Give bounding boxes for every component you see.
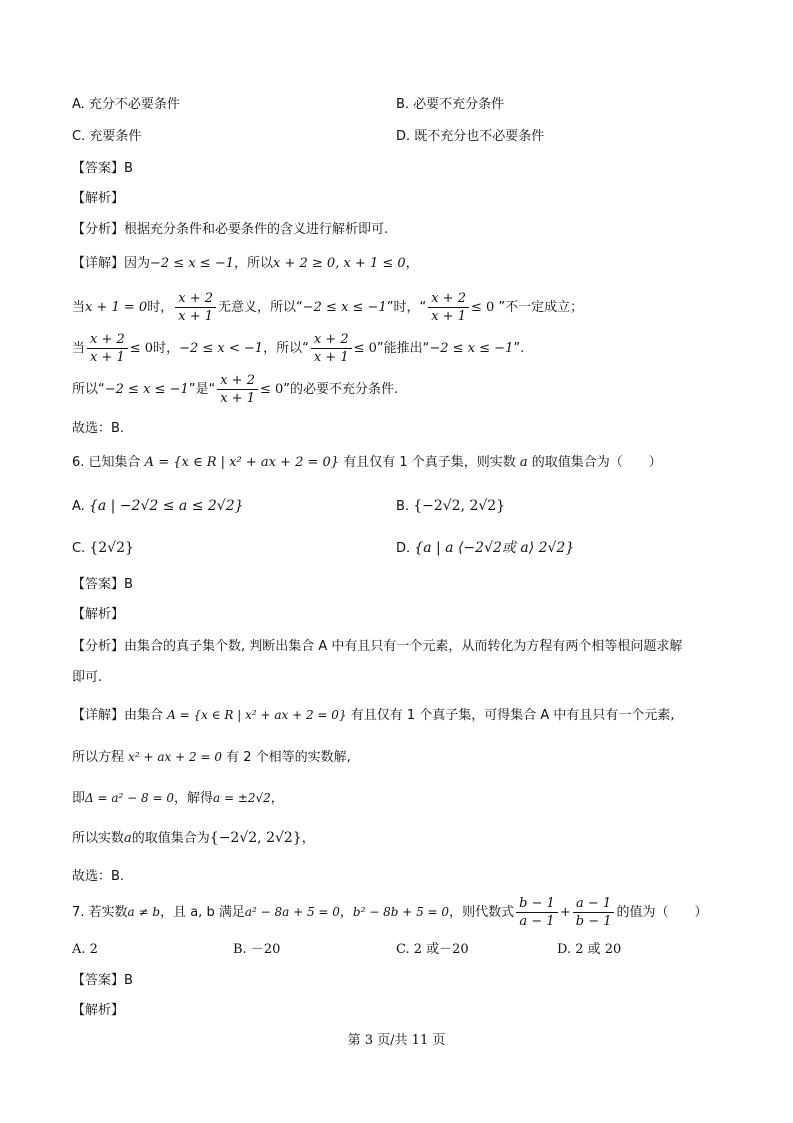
q5-l3-le: ≤ 0: [129, 341, 154, 356]
q7-answer: 【答案】B: [72, 973, 133, 988]
q5-l3-a: 当: [72, 341, 86, 356]
q7-option-d: D. 2 或 20: [557, 942, 622, 957]
q5-choice-c: C. 充要条件: [72, 129, 142, 144]
q6-stem-set: A = {x ∈ R | x² + ax + 2 = 0}: [144, 455, 340, 470]
q5-l2-b: 时，: [147, 300, 174, 315]
q5-choice-d: D. 既不充分也不必要条件: [396, 129, 545, 144]
q6-opt-b-label: B.: [396, 499, 410, 514]
q6-option-b: [396, 497, 505, 516]
q5-fraction: [87, 332, 128, 365]
q5-l4-le: ≤ 0: [259, 382, 284, 397]
q6-stem: [72, 454, 662, 472]
q5-detail-ineq2: x + 2 ≥ 0, x + 1 ≤ 0: [273, 256, 406, 271]
q7-stem-c: ，: [339, 905, 353, 920]
q5-analysis-label: 【解析】: [72, 191, 125, 206]
q6-stem-var: a: [519, 455, 528, 470]
q6-stem-b: 有且仅有 1 个真子集，则实数: [339, 455, 520, 470]
q5-fraction: [217, 373, 258, 406]
q6-detail-set: A = {x ∈ R | x² + ax + 2 = 0}: [167, 708, 347, 722]
q5-line4: [72, 372, 398, 408]
fraction-denominator: x + 1: [431, 309, 466, 324]
q6-delta-a: 即: [72, 791, 86, 806]
q5-l3-b: 时，: [153, 341, 180, 356]
q5-l4-m1: −2 ≤ x ≤ −1: [104, 382, 189, 397]
q5-l3-le2: ≤ 0: [353, 341, 377, 356]
q6-delta-m: Δ = a² − 8 = 0: [85, 791, 174, 805]
q5-l2-m1: x + 1 = 0: [85, 300, 148, 315]
q7-stem-a: 7. 若实数: [72, 905, 128, 920]
q5-choice-a: A. 充分不必要条件: [72, 97, 180, 112]
fraction-denominator: x + 1: [220, 391, 255, 406]
q6-opt-c-label: C.: [72, 541, 86, 556]
fraction-numerator: b − 1: [516, 896, 558, 913]
q5-l2-d: ”时，“: [386, 300, 427, 315]
q5-l3-e: ”.: [513, 341, 525, 356]
q5-l2-c: 无意义，所以“: [218, 300, 303, 315]
q7-plus: +: [559, 905, 571, 920]
fraction-numerator: x + 2: [311, 332, 352, 349]
q6-equation: [72, 748, 351, 767]
q6-detail-b: 有且仅有 1 个真子集，可得集合 A 中有且只有一个元素,: [346, 708, 675, 723]
q6-stem-c: 的取值集合为（ ）: [527, 455, 662, 470]
fraction-numerator: x + 2: [428, 291, 469, 308]
q6-eq-m: x² + ax + 2 = 0: [128, 750, 222, 764]
q6-option-a: [72, 497, 244, 516]
q5-l4-c: ”的必要不充分条件.: [283, 382, 399, 397]
fraction-denominator: x + 1: [178, 309, 213, 324]
q6-set-b: 的取值集合为: [131, 831, 210, 846]
q5-l3-m1: −2 ≤ x < −1: [179, 341, 264, 356]
q6-answer: 【答案】B: [72, 577, 133, 592]
q6-option-c: [72, 539, 134, 558]
q6-set-var: a: [124, 831, 132, 846]
fraction-denominator: a − 1: [519, 914, 555, 929]
q5-l2-e: ”不一定成立；: [494, 300, 584, 315]
q5-l4-b: ”是“: [188, 382, 216, 397]
q7-stem: [72, 894, 708, 931]
fraction-numerator: x + 2: [217, 373, 258, 390]
q5-fraction: [311, 332, 352, 365]
q5-l3-c: ，所以“: [263, 341, 309, 356]
q6-opt-a-label: A.: [72, 499, 85, 514]
q7-fraction-2: [573, 896, 615, 929]
q6-eq-b: 有 2 个相等的实数解,: [221, 750, 351, 765]
q7-option-a: A. 2: [72, 942, 98, 957]
q6-analysis-label: 【解析】: [72, 607, 125, 622]
q6-set: [72, 829, 315, 848]
q7-stem-e: 的值为（ ）: [616, 905, 708, 920]
q7-analysis-label: 【解析】: [72, 1003, 125, 1018]
q6-conclusion: 故选：B.: [72, 869, 125, 884]
q5-detail-line: [72, 255, 419, 273]
q7-stem-d: ，则代数式: [449, 905, 515, 920]
q6-opt-c: {2√2}: [89, 540, 134, 556]
q6-set-m: {−2√2, 2√2}: [209, 830, 302, 846]
page-footer: 第 3 页/共 11 页: [347, 1033, 446, 1048]
q5-l3-m2: −2 ≤ x ≤ −1: [429, 341, 514, 356]
q6-detail: [72, 706, 675, 725]
q5-line3: [72, 331, 524, 367]
q5-detail-ineq1: −2 ≤ x ≤ −1: [150, 256, 234, 271]
q6-opt-a: {a | −2√2 ≤ a ≤ 2√2}: [88, 498, 244, 514]
q7-stem-m2: a² − 8a + 5 = 0: [244, 905, 340, 919]
q5-l2-m2: −2 ≤ x ≤ −1: [302, 300, 387, 315]
q5-detail-so: ，所以: [234, 256, 274, 271]
q6-stem-a: 6. 已知集合: [72, 455, 145, 470]
fraction-denominator: x + 1: [90, 350, 125, 365]
q7-stem-m1: a ≠ b: [127, 905, 161, 919]
q6-delta-b: ，解得: [173, 791, 213, 806]
q6-fenxi-1: 【分析】由集合的真子集个数, 判断出集合 A 中有且只有一个元素，从而转化为方程有两个相等根问题求解: [72, 639, 683, 654]
q7-stem-b: ，且 a, b 满足: [160, 905, 245, 920]
fraction-numerator: a − 1: [573, 896, 615, 913]
q5-detail-prefix: 【详解】因为: [72, 256, 151, 271]
fraction-denominator: b − 1: [575, 914, 612, 929]
q5-l2-a: 当: [72, 300, 86, 315]
q7-option-c: C. 2 或－20: [396, 942, 469, 957]
q6-delta-m2: a = ±2√2: [212, 791, 271, 805]
q5-fenxi: 【分析】根据充分条件和必要条件的含义进行解析即可.: [72, 222, 389, 237]
q7-stem-m3: b² − 8b + 5 = 0: [352, 905, 450, 919]
q6-opt-d-label: D.: [396, 541, 411, 556]
q5-l2-le: ≤ 0: [470, 300, 495, 315]
q5-fraction: [428, 291, 469, 324]
q6-delta: [72, 789, 284, 808]
q6-eq-a: 所以方程: [72, 750, 129, 765]
q6-set-c: ，: [301, 831, 315, 846]
q7-fraction-1: [516, 896, 558, 929]
q5-fraction: [175, 291, 216, 324]
q5-detail-end: ，: [405, 256, 419, 271]
fraction-numerator: x + 2: [175, 291, 216, 308]
q6-fenxi-2: 即可.: [72, 670, 103, 685]
q6-detail-a: 【详解】由集合: [72, 708, 168, 723]
q6-option-d: [396, 539, 574, 558]
q6-opt-d: {a | a ⟨−2√2或 a⟩ 2√2}: [414, 540, 575, 556]
q5-conclusion: 故选：B.: [72, 421, 125, 436]
fraction-denominator: x + 1: [313, 350, 349, 365]
q5-line2: [72, 290, 583, 326]
fraction-numerator: x + 2: [87, 332, 128, 349]
q6-delta-c: ，: [270, 791, 284, 806]
q7-option-b: B. －20: [233, 942, 281, 957]
q6-set-a: 所以实数: [72, 831, 125, 846]
q5-choice-b: B. 必要不充分条件: [396, 97, 505, 112]
q5-answer: 【答案】B: [72, 161, 133, 176]
q5-l4-a: 所以“: [72, 382, 105, 397]
q6-opt-b: {−2√2, 2√2}: [413, 498, 506, 514]
q5-l3-d: ”能推出“: [376, 341, 430, 356]
